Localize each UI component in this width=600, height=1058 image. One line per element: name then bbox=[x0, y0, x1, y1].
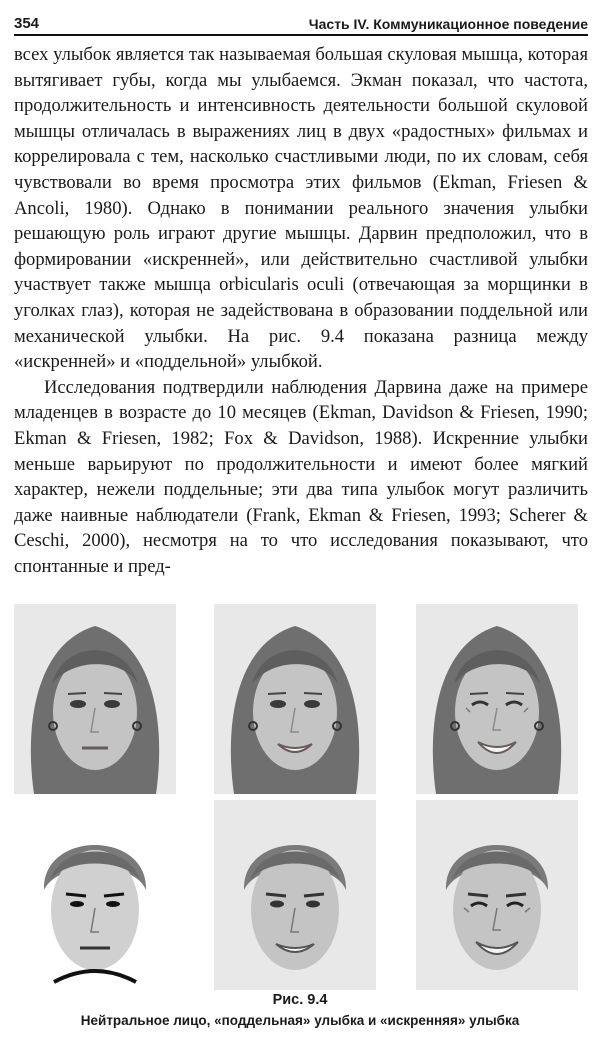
caption-text: Нейтральное лицо, «поддельная» улыбка и «искренняя» улыбка bbox=[80, 1013, 520, 1028]
photo-woman-genuine-smile bbox=[416, 604, 578, 794]
figure-caption bbox=[0, 990, 600, 1032]
photo-man-fake-smile bbox=[214, 800, 376, 990]
caption-number: Рис. 9.4 bbox=[272, 992, 328, 1008]
photo-man-genuine-smile bbox=[416, 800, 578, 990]
paragraph-1: всех улыбок является так называемая большая скуловая мышца, которая вытягивает губы, когда мы улыбаемся. Экман показал, что частота, продолжительность и интенсивность деятельности большой скуловой мышцы отличалась в выражениях лиц в двух «радостных» фильмах и коррелировала с тем, насколько счастливыми люди, по их словам, себя чувствовали во время просмотра этих фильмов (Ekman, Friesen & Ancoli, 1980). Однако в понимании реального значения улыбки решающую роль играют другие мышцы. Дарвин предположил, что в формировании «искренней», или действительно счастливой улыбки участвует также мышца orbicularis oculi (отвечающая за морщинки в уголках глаз), которая не задействована в образовании поддельной или механической улыбки. На рис. 9.4 показана разница между «искренней» и «поддельной» улыбкой. bbox=[14, 44, 588, 373]
figure-9-4 bbox=[14, 604, 588, 984]
paragraph-2: Исследования подтвердили наблюдения Дарвина даже на примере младенцев в возрасте до 10 месяцев (Ekman, Davidson & Friesen, 1990; Ekman & Friesen, 1982; Fox & Davidson, 1988). Искренние улыбки меньше варьируют по продолжительности и имеют более мягкий характер, нежели поддельные; эти два типа улыбок могут различить даже наивные наблюдатели (Frank, Ekman & Friesen, 1993; Scherer & Ceschi, 2000), несмотря на то что исследования показывают, что спонтанные и пред- bbox=[14, 376, 588, 577]
photo-man-neutral bbox=[14, 800, 176, 990]
photo-woman-neutral bbox=[14, 604, 176, 794]
body-text bbox=[14, 42, 588, 579]
running-head: Часть IV. Коммуникационное поведение bbox=[308, 16, 588, 32]
page-number: 354 bbox=[14, 15, 40, 32]
page-header bbox=[14, 6, 588, 36]
photo-woman-fake-smile bbox=[214, 604, 376, 794]
